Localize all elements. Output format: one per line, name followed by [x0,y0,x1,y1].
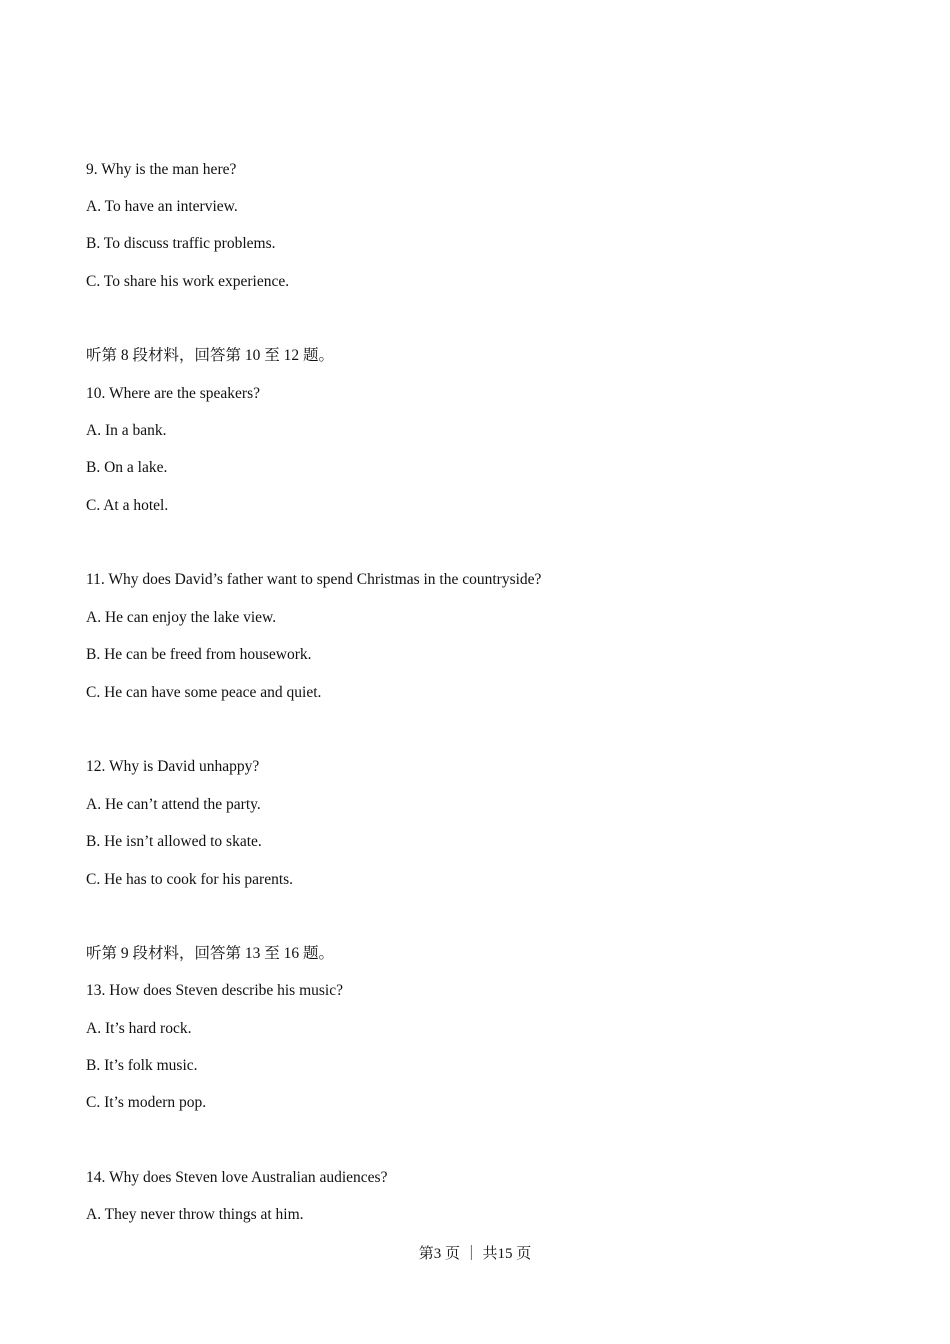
question-13-option-c: C. It’s modern pop. [86,1094,207,1111]
question-9-option-a: A. To have an interview. [86,198,238,215]
question-12-option-b: B. He isn’t allowed to skate. [86,833,262,850]
question-13-stem: 13. How does Steven describe his music? [86,982,343,999]
question-11-option-a: A. He can enjoy the lake view. [86,609,277,626]
question-11-option-c: C. He can have some peace and quiet. [86,684,322,701]
question-10-option-a: A. In a bank. [86,422,167,439]
question-14-option-a: A. They never throw things at him. [86,1206,304,1223]
question-13-option-a: A. It’s hard rock. [86,1020,192,1037]
page-footer: 第3 页 ｜ 共15 页 [418,1246,532,1262]
question-12-option-a: A. He can’t attend the party. [86,796,261,813]
question-12-option-c: C. He has to cook for his parents. [86,871,294,888]
section-9-instruction: 听第 9 段材料，回答第 13 至 16 题。 [86,945,335,962]
question-10-option-c: C. At a hotel. [86,497,169,514]
question-13-option-b: B. It’s folk music. [86,1057,198,1074]
section-8-instruction: 听第 8 段材料，回答第 10 至 12 题。 [86,347,335,364]
question-10-option-b: B. On a lake. [86,459,168,476]
question-9-stem: 9. Why is the man here? [86,161,237,178]
question-12-stem: 12. Why is David unhappy? [86,758,260,775]
question-11-option-b: B. He can be freed from housework. [86,646,312,663]
question-11-stem: 11. Why does David’s father want to spend Christmas in the countryside? [86,571,542,588]
question-14-stem: 14. Why does Steven love Australian audiences? [86,1169,388,1186]
question-10-stem: 10. Where are the speakers? [86,385,260,402]
question-9-option-c: C. To share his work experience. [86,273,290,290]
question-9-option-b: B. To discuss traffic problems. [86,235,276,252]
